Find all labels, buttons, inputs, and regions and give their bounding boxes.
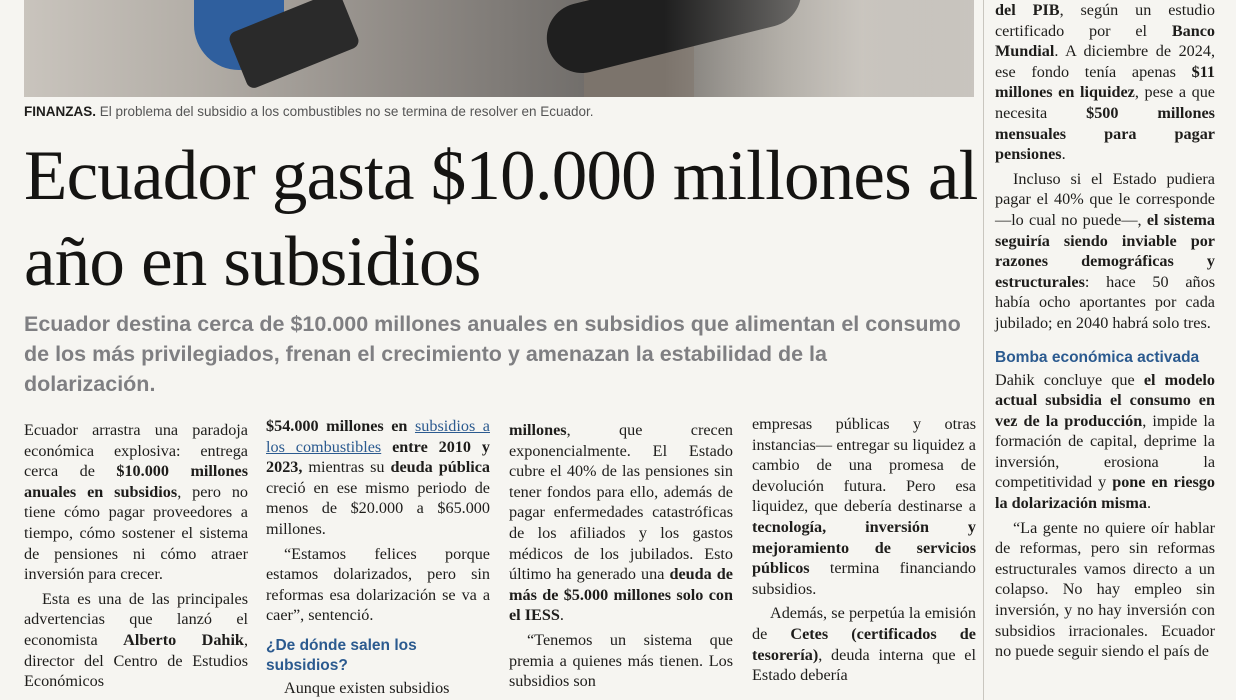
- headline: Ecuador gasta $10.000 millones al año en subsidios: [24, 137, 978, 301]
- column-divider: [983, 0, 984, 700]
- col3-paragraph-1: millones, que crecen exponencialmente. El Estado cubre el 40% de las pensiones sin tener fondos para ello, además de pagar enfermedades catastróficas de los afiliados y los gastos médicos de los jubilados. Esto último ha generado una deuda de más de $5.000 millones solo con el IESS.: [509, 421, 733, 625]
- photo-highlight: [664, 0, 974, 97]
- col5-paragraph-1: del PIB, según un estudio certificado por el Banco Mundial. A diciembre de 2024, ese fondo tenía apenas $11 millones en liquidez, pese a que necesita $500 millones mensuales para pagar pensiones.: [995, 1, 1215, 164]
- column-2: [266, 416, 490, 699]
- col4-paragraph-1: empresas públicas y otras instancias— entregar su liquidez a cambio de una promesa de devolución futura. Pero esa liquidez, que debería destinarse a tecnología, inversión y mejoramiento de servicios públicos termina financiando subsidios.: [752, 415, 976, 598]
- subsidies-link[interactable]: subsidios a los combustibles: [266, 417, 490, 456]
- col2-paragraph-2: “Estamos felices porque estamos dolarizados, pero sin reformas esa dolarización se va a caer”, sentenció.: [266, 544, 490, 625]
- col3-paragraph-2: “Tenemos un sistema que premia a quienes más tienen. Los subsidios son: [509, 630, 733, 691]
- caption-text: El problema del subsidio a los combustibles no se termina de resolver en Ecuador.: [96, 104, 594, 119]
- photo-caption: [24, 104, 984, 119]
- column-4: [752, 414, 976, 686]
- column-1: [24, 420, 248, 692]
- article-photo: [24, 0, 974, 97]
- col4-paragraph-2: Además, se perpetúa la emisión de Cetes (certificados de tesorería), deuda interna que el Estado debería: [752, 604, 976, 685]
- deck: Ecuador destina cerca de $10.000 millones anuales en subsidios que alimentan el consumo de los más privilegiados, frenan el crecimiento y amenazan la estabilidad de la dolarización.: [24, 312, 961, 396]
- column-5: [995, 0, 1215, 662]
- col5-paragraph-2: Incluso si el Estado pudiera pagar el 40% que le corresponde —lo cual no puede—, el sistema seguiría siendo inviable por razones demográficas y estructurales: hace 50 años había ocho aportantes por cada jubilado; en 2040 habrá solo tres.: [995, 169, 1215, 332]
- caption-label: FINANZAS.: [24, 104, 96, 119]
- subhead-economic-bomb: Bomba económica activada: [995, 348, 1200, 366]
- col2-paragraph-3: Aunque existen subsidios: [284, 678, 450, 697]
- column-3: [509, 420, 733, 692]
- col2-paragraph-1: $54.000 millones en subsidios a los combustibles entre 2010 y 2023, mientras su deuda pública creció en ese mismo periodo de menos de $20.000 a $65.000 millones.: [266, 417, 491, 538]
- col5-paragraph-4: “La gente no quiere oír hablar de reformas, pero sin reformas estructurales vamos directo a un colapso. No hay empleo sin inversión, y no hay inversión con subsidios irracionales. Ecuador no puede seguir siendo el país de: [995, 518, 1215, 661]
- subhead-subsidies-source: ¿De dónde salen los subsidios?: [266, 636, 417, 674]
- col1-paragraph-1: Ecuador arrastra una paradoja económica explosiva: entrega cerca de $10.000 millones anuales en subsidios, pero no tiene cómo pagar proveedores a tiempo, cómo sostener el sistema de pensiones ni cómo atraer inversión para crecer.: [24, 421, 249, 584]
- col1-paragraph-2: Esta es una de las principales advertencias que lanzó el economista Alberto Dahik, director del Centro de Estudios Económicos: [24, 589, 248, 691]
- col5-paragraph-3: Dahik concluye que el modelo actual subsidia el consumo en vez de la producción, impide la formación de capital, deprime la inversión, erosiona la competitividad y pone en riesgo la dolarización misma.: [995, 370, 1215, 513]
